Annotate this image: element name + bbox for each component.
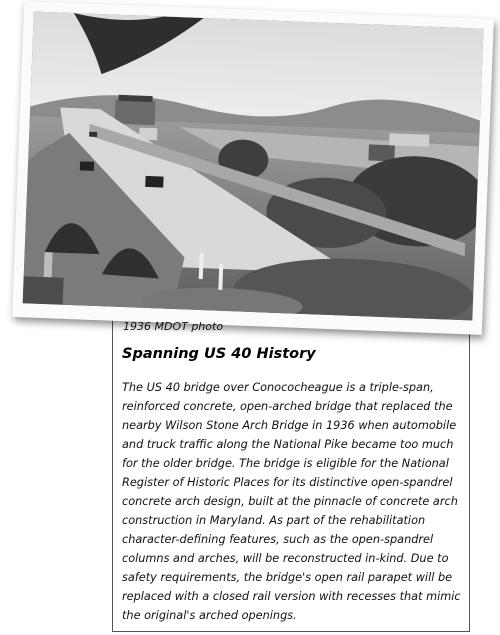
article-heading: Spanning US 40 History [122,346,316,362]
historic-bridge-photo [23,11,484,320]
photo-frame [12,1,494,335]
photo-caption: 1936 MDOT photo [123,320,224,333]
article-body: The US 40 bridge over Conococheague is a triple-span, reinforced concrete, open-arched bridge that replaced the nearby Wilson Stone Arch Bridge in 1936 when automobile and truck traffic along the National Pike became too much for the older bridge. The bridge is eligible for the National Register of Historic Places for its distinctive open-spandrel concrete arch design, built at the pinnacle of concrete arch construction in Maryland. As part of the rehabilitation character-defining features, such as the open-spandrel columns and arches, will be reconstructed in-kind. Due to safety requirements, the bridge's open rail parapet will be replaced with a closed rail version with recesses that mimic the original's arched openings. [122,381,461,622]
